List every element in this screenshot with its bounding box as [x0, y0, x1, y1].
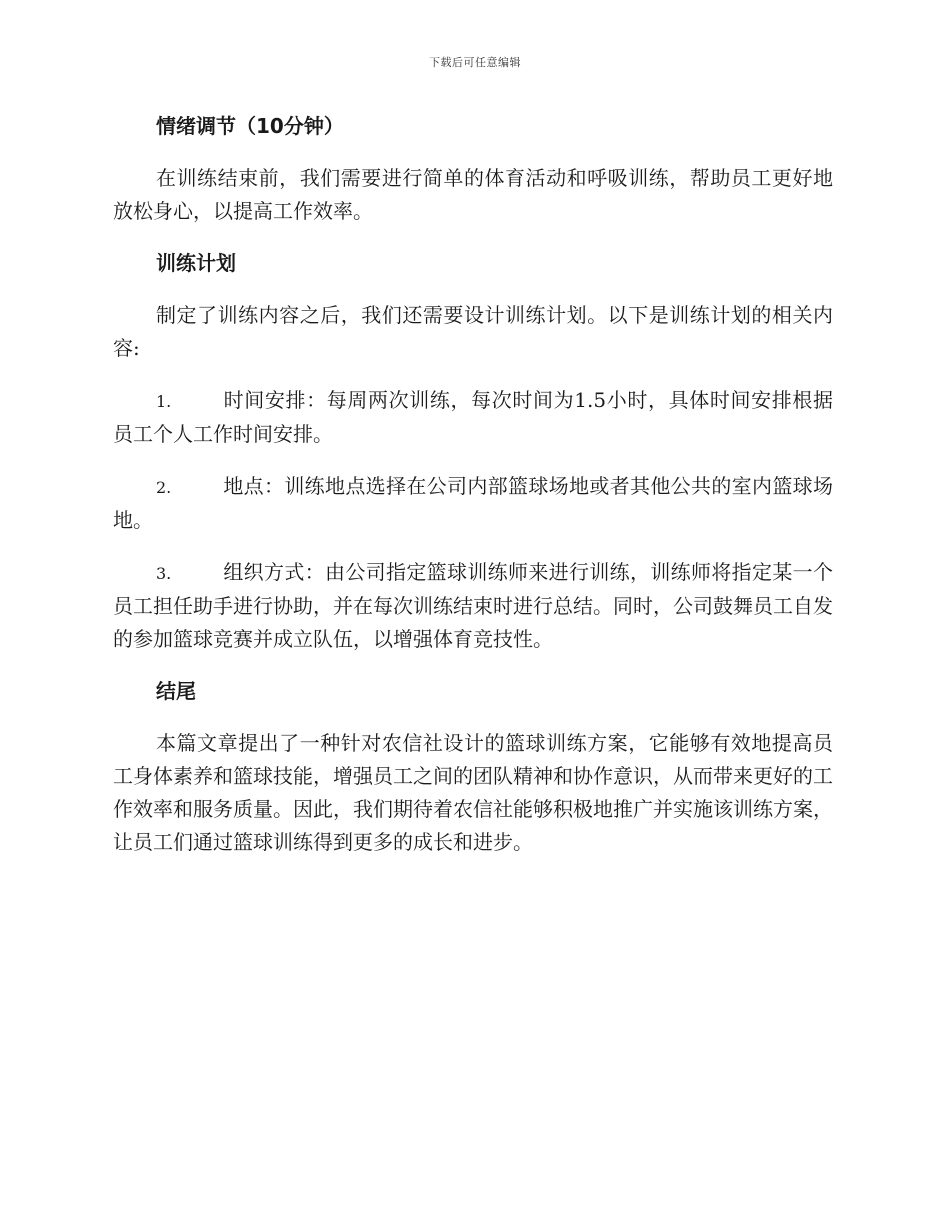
paragraph-emotion: 在训练结束前，我们需要进行简单的体育活动和呼吸训练，帮助员工更好地放松身心，以提高工作效率。: [113, 166, 833, 223]
list-item-text: 组织方式：由公司指定篮球训练师来进行训练，训练师将指定某一个员工担任助手进行协助，并在每次训练结束时进行总结。同时，公司鼓舞员工自发的参加篮球竞赛并成立队伍，以增强体育竞技性。: [113, 560, 833, 651]
section-heading-conclusion: 结尾: [156, 679, 196, 703]
paragraph-conclusion: 本篇文章提出了一种针对农信社设计的篮球训练方案，它能够有效地提高员工身体素养和篮球技能，增强员工之间的团队精神和协作意识，从而带来更好的工作效率和服务质量。因此，我们期待着农信社能够积极地推广并实施该训练方案，让员工们通过篮球训练得到更多的成长和进步。: [113, 731, 833, 854]
list-item-text: 时间安排：每周两次训练，每次时间为1.5小时，具体时间安排根据员工个人工作时间安排。: [113, 388, 833, 446]
list-item-number: 1.: [156, 392, 172, 411]
paragraph-plan-intro: 制定了训练内容之后，我们还需要设计训练计划。以下是训练计划的相关内容:: [113, 303, 833, 360]
page-header-note: 下载后可任意编辑: [429, 56, 521, 69]
list-item: [113, 384, 833, 451]
list-item: [113, 470, 833, 537]
list-item-number: 3.: [156, 564, 172, 583]
list-item-text: 地点：训练地点选择在公司内部篮球场地或者其他公共的室内篮球场地。: [113, 474, 833, 532]
list-item: [113, 556, 833, 656]
list-item-number: 2.: [156, 478, 172, 497]
document-body: [113, 110, 833, 859]
section-heading-plan: 训练计划: [156, 251, 236, 275]
section-heading-emotion: 情绪调节（10分钟）: [156, 114, 344, 138]
